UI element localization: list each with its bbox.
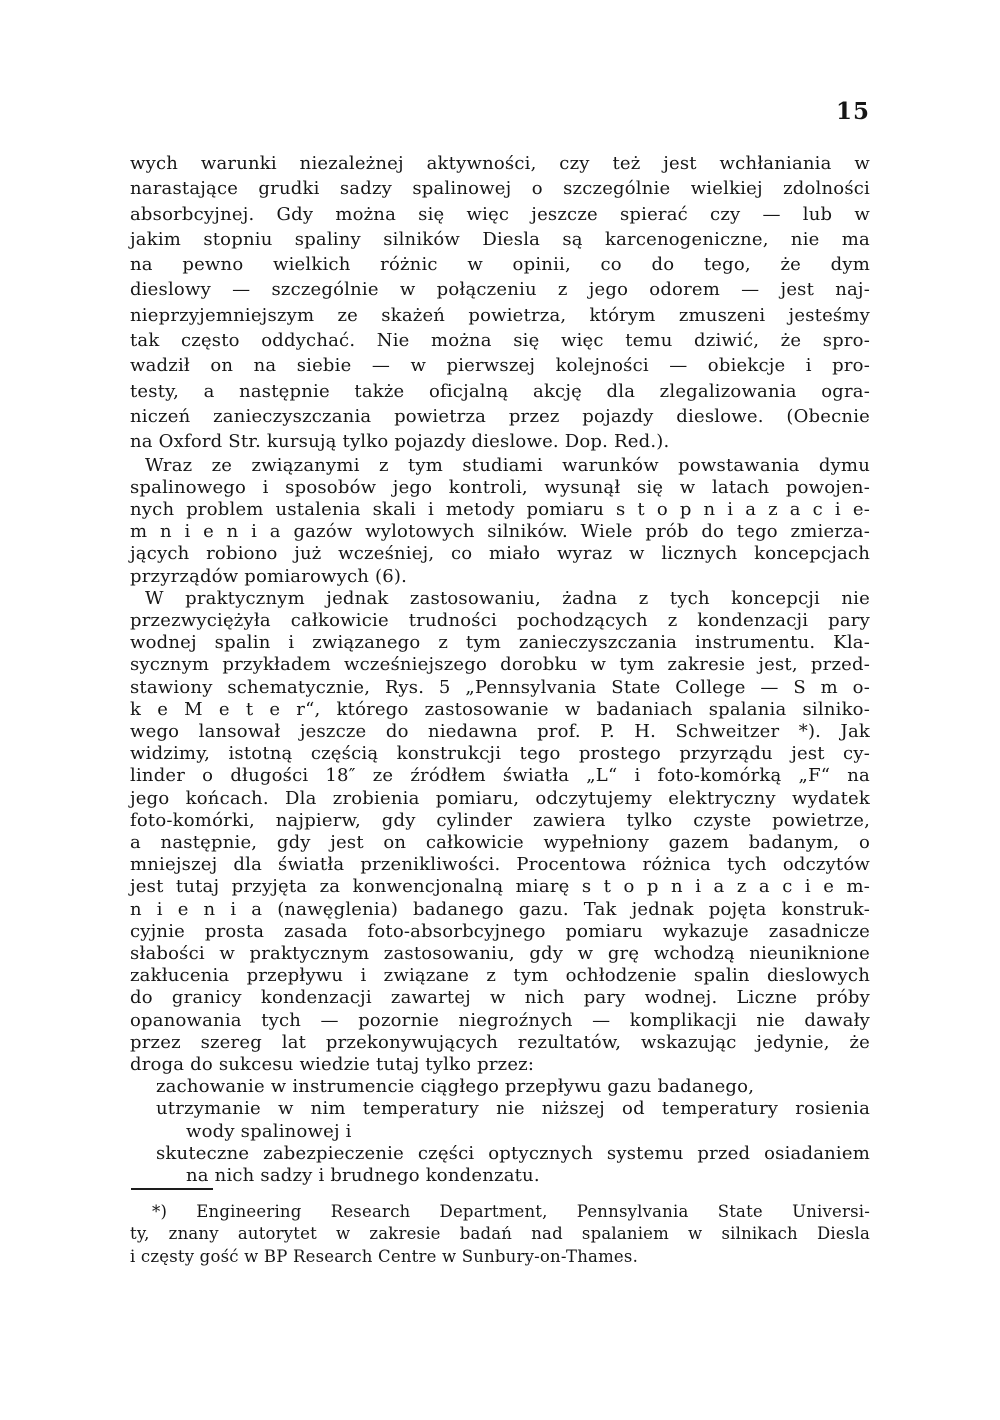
text-line: zachowanie w instrumencie ciągłego przepływu gazu badanego,	[156, 1076, 755, 1098]
text-line: jego końcach. Dla zrobienia pomiaru, odczytujemy elektryczny wydatek	[130, 787, 870, 809]
text-line: jest tutaj przyjęta za konwencjonalną miarę s t o p n i a z a c i e m-	[130, 876, 870, 898]
paragraph-2	[130, 455, 870, 588]
text-line: przezwyciężyła całkowicie trudności pochodzących z kondenzacji pary	[130, 609, 870, 631]
text-line: na nich sadzy i brudnego kondenzatu.	[186, 1165, 540, 1187]
text-line: mniejszej dla światła przenikliwości. Procentowa różnica tych odczytów	[130, 854, 870, 876]
text-line: skuteczne zabezpieczenie części optycznych systemu przed osiadaniem	[156, 1142, 870, 1164]
footnote	[130, 1201, 870, 1268]
text-line: stawiony schematycznie, Rys. 5 „Pennsylvania State College — S m o-	[130, 676, 870, 698]
text-line: wody spalinowej i	[186, 1120, 352, 1142]
text-line: k e M e t e r“, którego zastosowanie w badaniach spalania silniko-	[130, 698, 870, 720]
page-number: 15	[835, 98, 870, 125]
text-line: droga do sukcesu wiedzie tutaj tylko przez:	[130, 1054, 535, 1076]
text-line: tak często oddychać. Nie można się więc temu dziwić, że spro-	[130, 330, 870, 352]
text-line: widzimy, istotną częścią konstrukcji tego prostego przyrządu jest cy-	[130, 743, 870, 765]
text-line: sycznym przykładem wcześniejszego dorobku w tym zakresie jest, przed-	[130, 654, 870, 676]
text-line: cyjnie prosta zasada foto-absorbcyjnego pomiaru wykazuje zasadnicze	[130, 920, 870, 942]
body-text	[130, 151, 870, 1187]
paragraph-3	[130, 588, 870, 1076]
text-line: m n i e n i a gazów wylotowych silników. Wiele prób do tego zmierza-	[130, 521, 870, 543]
text-line: Wraz ze związanymi z tym studiami warunków powstawania dymu	[145, 454, 870, 476]
list-item	[130, 1143, 870, 1187]
text-line: opanowania tych — pozornie niegroźnych — komplikacji nie dawały	[130, 1009, 870, 1031]
text-line: utrzymanie w nim temperatury nie niższej od temperatury rosienia	[156, 1098, 870, 1120]
text-line: n i e n i a (nawęglenia) badanego gazu. Tak jednak pojęta konstruk-	[130, 898, 870, 920]
text-line: przyrządów pomiarowych (6).	[130, 565, 408, 587]
text-line: nieprzyjemniejszym ze skażeń powietrza, którym zmuszeni jesteśmy	[130, 304, 870, 326]
footnote-line: *) Engineering Research Department, Pennsylvania State Universi-	[152, 1202, 870, 1221]
text-line: na pewno wielkich różnic w opinii, co do tego, że dym	[130, 254, 870, 276]
paragraph-1	[130, 151, 870, 455]
text-line: jakim stopniu spaliny silników Diesla są karcenogeniczne, nie ma	[130, 228, 870, 250]
text-line: foto-komórki, najpierw, gdy cylinder zawiera tylko czyste powietrze,	[130, 809, 870, 831]
text-line: wodnej spalin i związanego z tym zanieczyszczania instrumentu. Kla-	[130, 632, 870, 654]
text-line: wego lansował jeszcze do niedawna prof. P. H. Schweitzer *). Jak	[130, 721, 870, 742]
text-line: spalinowego i sposobów jego kontroli, wysunął się w latach powojen-	[130, 476, 870, 498]
text-line: linder o długości 18″ ze źródłem światła „L“ i foto-komórką „F“ na	[130, 765, 870, 787]
requirements-list	[130, 1076, 870, 1187]
text-line: nych problem ustalenia skali i metody pomiaru s t o p n i a z a c i e-	[130, 498, 870, 520]
text-line: wadził on na siebie — w pierwszej kolejności — obiekcje i pro-	[130, 355, 870, 377]
footnote-line: i częsty gość w BP Research Centre w Sunbury-on-Thames.	[130, 1246, 639, 1266]
text-line: testy, a następnie także oficjalną akcję dla zlegalizowania ogra-	[130, 380, 870, 402]
footnote-rule	[131, 1188, 213, 1190]
footnote-line: ty, znany autorytet w zakresie badań nad spalaniem w silnikach Diesla	[130, 1224, 870, 1244]
text-line: do granicy kondenzacji zawartej w nich pary wodnej. Liczne próby	[130, 987, 870, 1009]
text-line: wych warunki niezależnej aktywności, czy też jest wchłaniania w	[130, 153, 870, 174]
text-line: W praktycznym jednak zastosowaniu, żadna z tych koncepcji nie	[145, 587, 870, 609]
text-line: słabości w praktycznym zastosowaniu, gdy w grę wchodzą nieuniknione	[130, 943, 870, 965]
list-item	[130, 1076, 870, 1098]
text-line: a następnie, gdy jest on całkowicie wypełniony gazem badanym, o	[130, 832, 870, 854]
text-line: dieslowy — szczególnie w połączeniu z jego odorem — jest naj-	[130, 279, 870, 301]
text-line: zakłucenia przepływu i związane z tym ochłodzenie spalin dieslowych	[130, 965, 870, 987]
list-item	[130, 1098, 870, 1142]
text-line: na Oxford Str. kursują tylko pojazdy dieslowe. Dop. Red.).	[130, 431, 670, 453]
text-line: jących robiono już wcześniej, co miało wyraz w licznych koncepcjach	[130, 543, 870, 565]
text-line: przez szereg lat przekonywujących rezultatów, wskazując jedynie, że	[130, 1031, 870, 1053]
text-line: niczeń zanieczyszczania powietrza przez pojazdy dieslowe. (Obecnie	[130, 405, 870, 427]
text-line: narastające grudki sadzy spalinowej o szczególnie wielkiej zdolności	[130, 178, 870, 200]
text-line: absorbcyjnej. Gdy można się więc jeszcze spierać czy — lub w	[130, 203, 870, 225]
